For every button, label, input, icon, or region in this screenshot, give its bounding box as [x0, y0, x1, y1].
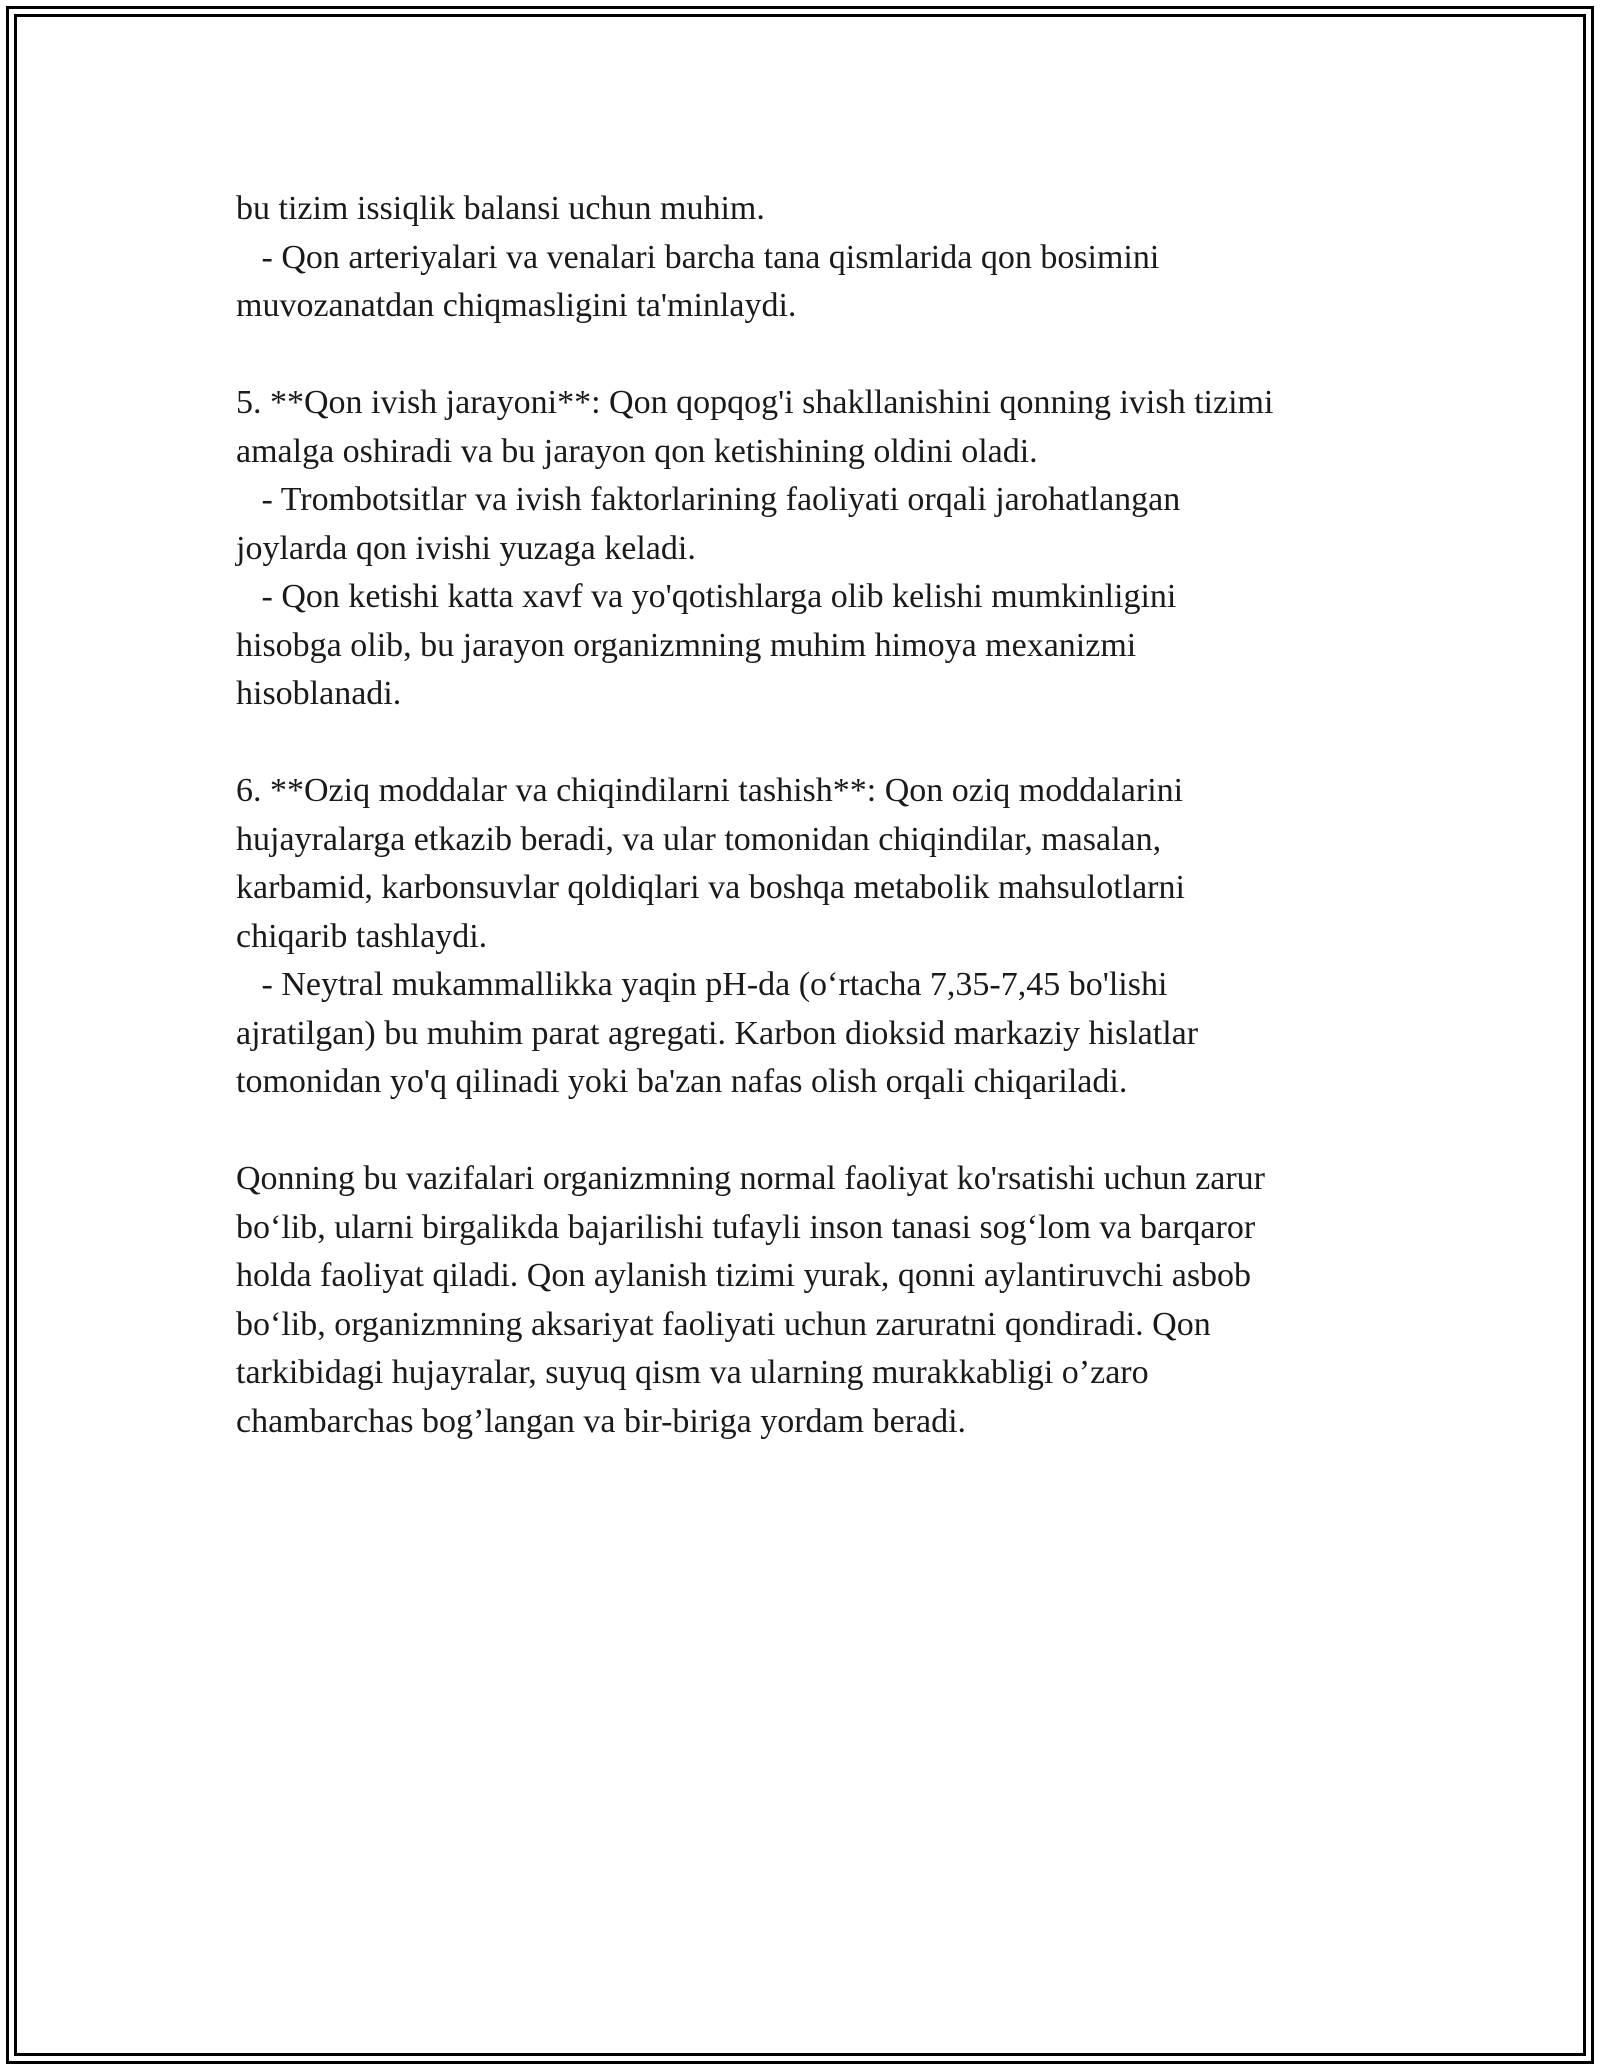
text-line: - Qon ketishi katta xavf va yo'qotishlarga olib kelishi mumkinligini — [236, 578, 1177, 615]
text-line: bo‘lib, ularni birgalikda bajarilishi tufayli inson tanasi sog‘lom va barqaror — [236, 1208, 1256, 1246]
text-line: tarkibidagi hujayralar, suyuq qism va ularning murakkabligi o’zaro — [236, 1354, 1149, 1391]
text-line: 5. **Qon ivish jarayoni**: Qon qopqog'i shakllanishini qonning ivish tizimi — [236, 384, 1274, 421]
paragraph-spacer — [236, 331, 1366, 380]
text-line: bu tizim issiqlik balansi uchun muhim. — [236, 190, 765, 227]
text-line: ajratilgan) bu muhim parat agregati. Karbon dioksid markaziy hislatlar — [236, 1014, 1199, 1052]
text-line: amalga oshiradi va bu jarayon qon ketishining oldini oladi. — [236, 432, 1038, 470]
text-line: chambarchas bog’langan va bir-biriga yordam beradi. — [236, 1402, 967, 1440]
paragraph-spacer — [236, 719, 1366, 768]
paragraph-block-1 — [236, 185, 1366, 331]
text-line: muvozanatdan chiqmasligini ta'minlaydi. — [236, 287, 797, 324]
text-line: hisobga olib, bu jarayon organizmning muhim himoya mexanizmi — [236, 626, 1137, 664]
text-line: 6. **Oziq moddalar va chiqindilarni tashish**: Qon oziq moddalarini — [236, 772, 1184, 809]
document-body — [236, 185, 1366, 1446]
text-line: bo‘lib, organizmning aksariyat faoliyati uchun zaruratni qondiradi. Qon — [236, 1305, 1211, 1343]
text-line: hisoblanadi. — [236, 675, 402, 712]
text-line: Qonning bu vazifalari organizmning normal faoliyat ko'rsatishi uchun zarur — [236, 1160, 1265, 1197]
text-line: holda faoliyat qiladi. Qon aylanish tizimi yurak, qonni aylantiruvchi asbob — [236, 1257, 1252, 1294]
text-line: joylarda qon ivishi yuzaga keladi. — [236, 529, 696, 567]
text-line: hujayralarga etkazib beradi, va ular tomonidan chiqindilar, masalan, — [236, 820, 1162, 858]
text-line: - Trombotsitlar va ivish faktorlarining faoliyati orqali jarohatlangan — [236, 481, 1181, 518]
paragraph-block-3 — [236, 767, 1366, 1107]
text-line: karbamid, karbonsuvlar qoldiqlari va boshqa metabolik mahsulotlarni — [236, 869, 1185, 906]
text-line: chiqarib tashlaydi. — [236, 917, 488, 955]
text-line: - Qon arteriyalari va venalari barcha tana qismlarida qon bosimini — [236, 238, 1160, 276]
paragraph-block-2 — [236, 379, 1366, 719]
text-line: - Neytral mukammallikka yaqin pH-da (o‘rtacha 7,35-7,45 bo'lishi — [236, 966, 1168, 1003]
paragraph-spacer — [236, 1107, 1366, 1156]
text-line: tomonidan yo'q qilinadi yoki ba'zan nafas olish orqali chiqariladi. — [236, 1063, 1128, 1100]
paragraph-block-4 — [236, 1155, 1366, 1446]
